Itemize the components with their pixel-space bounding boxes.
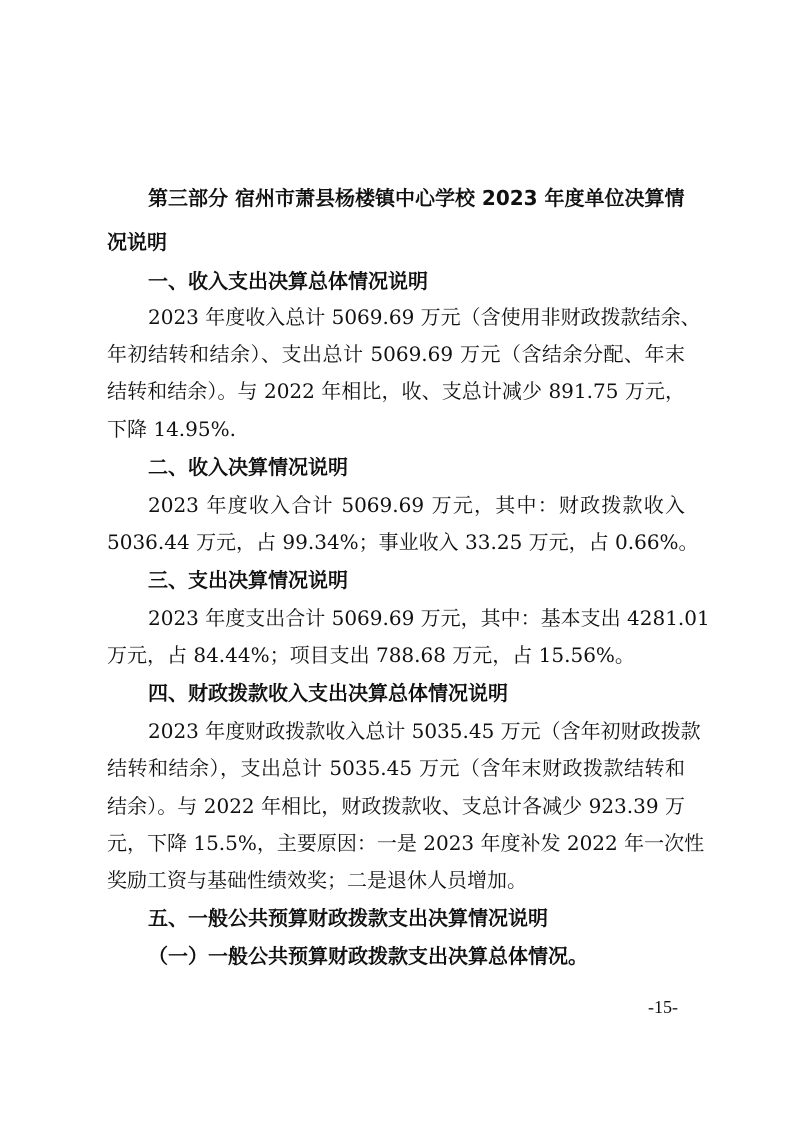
document-title-line-2: 况说明 xyxy=(107,230,167,254)
section-1-heading: 一、收入支出决算总体情况说明 xyxy=(148,269,428,293)
section-4-line-3: 结余）。与 2022 年相比，财政拨款收、支总计各减少 923.39 万 xyxy=(107,794,685,818)
section-5-heading: 五、一般公共预算财政拨款支出决算情况说明 xyxy=(148,906,548,930)
section-1-line-1: 2023 年度收入总计 5069.69 万元（含使用非财政拨款结余、 xyxy=(148,305,701,329)
section-3-line-1: 2023 年度支出合计 5069.69 万元，其中：基本支出 4281.01 xyxy=(148,606,710,630)
section-2-heading: 二、收入决算情况说明 xyxy=(148,455,348,479)
section-1-line-2: 年初结转和结余）、支出总计 5069.69 万元（含结余分配、年末 xyxy=(107,342,685,366)
section-1-line-3: 结转和结余）。与 2022 年相比，收、支总计减少 891.75 万元， xyxy=(107,379,685,403)
subsection-heading: （一）一般公共预算财政拨款支出决算总体情况。 xyxy=(148,944,588,968)
section-4-line-2: 结转和结余），支出总计 5035.45 万元（含年末财政拨款结转和 xyxy=(107,756,685,780)
section-4-heading: 四、财政拨款收入支出决算总体情况说明 xyxy=(148,681,508,705)
section-2-line-2: 5036.44 万元，占 99.34%；事业收入 33.25 万元，占 0.66%。 xyxy=(107,530,699,554)
section-1-line-4: 下降 14.95%. xyxy=(107,417,236,441)
page-number: -15- xyxy=(648,997,678,1017)
section-4-line-4: 元，下降 15.5%，主要原因：一是 2023 年度补发 2022 年一次性 xyxy=(107,831,705,855)
section-3-line-2: 万元，占 84.44%；项目支出 788.68 万元，占 15.56%。 xyxy=(107,643,635,667)
section-2-line-1: 2023 年度收入合计 5069.69 万元，其中：财政拨款收入 xyxy=(148,493,685,517)
section-4-line-1: 2023 年度财政拨款收入总计 5035.45 万元（含年初财政拨款 xyxy=(148,719,701,743)
section-4-line-5: 奖励工资与基础性绩效奖；二是退休人员增加。 xyxy=(107,868,527,892)
document-title-line-1: 第三部分 宿州市萧县杨楼镇中心学校 2023 年度单位决算情 xyxy=(148,186,685,210)
section-3-heading: 三、支出决算情况说明 xyxy=(148,568,348,592)
